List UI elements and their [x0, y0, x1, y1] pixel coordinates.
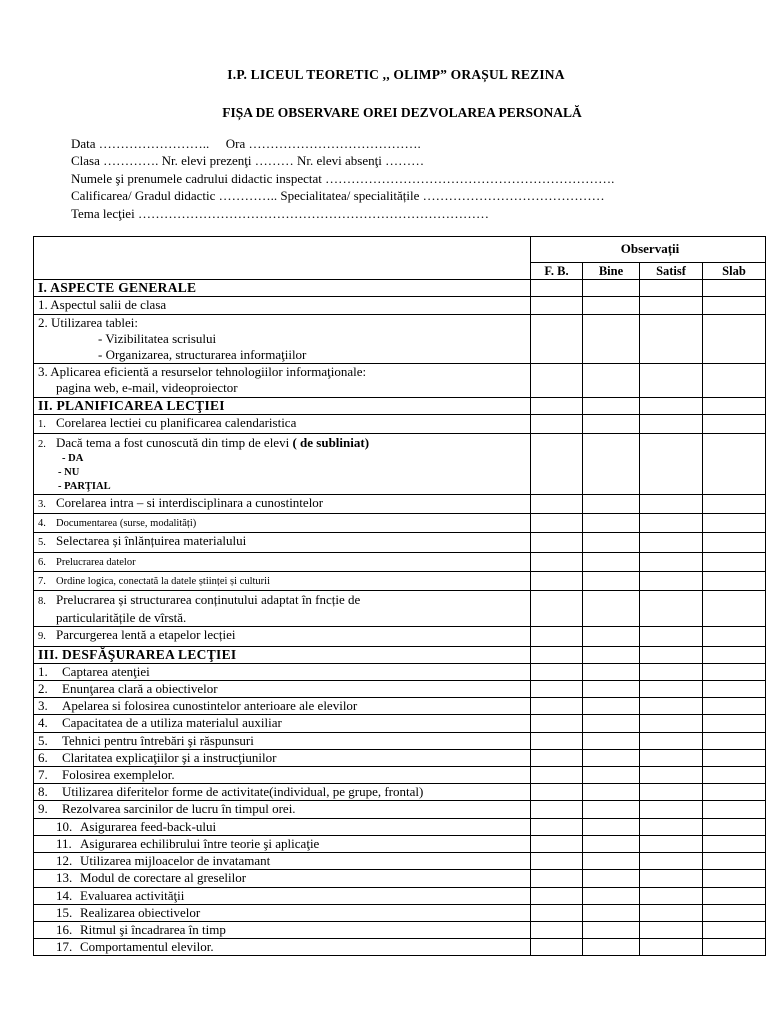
criterion-label: 6. Claritatea explicaţiilor şi a instrucţiunilor	[34, 749, 531, 766]
rating-cell[interactable]	[531, 887, 583, 904]
section-title: II. PLANIFICAREA LECŢIEI	[34, 397, 531, 414]
table-row	[34, 853, 766, 870]
criterion-label: 2. Dacă tema a fost cunoscută din timp de elevi ( de subliniat) - DA - NU - PARŢIAL	[34, 434, 531, 495]
rating-cell[interactable]	[703, 732, 766, 749]
rating-cell[interactable]	[703, 904, 766, 921]
criterion-label: 9. Parcurgerea lentă a etapelor lecției	[34, 627, 531, 646]
criterion-label: 10. Asigurarea feed-back-ului	[34, 818, 531, 835]
school-title: I.P. LICEUL TEORETIC ,, OLIMP” ORAȘUL REZINA	[227, 67, 565, 82]
rating-cell[interactable]	[703, 749, 766, 766]
rating-cell[interactable]	[583, 767, 640, 784]
observatii-header: Observații	[531, 237, 766, 263]
teacher-name-field[interactable]: Numele şi prenumele cadrului didactic inspectat ………………………………………………………….	[71, 170, 615, 186]
criterion-label: 4. Capacitatea de a utiliza materialul auxiliar	[34, 715, 531, 732]
table-row	[34, 870, 766, 887]
rating-cell[interactable]	[583, 818, 640, 835]
rating-cell[interactable]	[583, 870, 640, 887]
section-title: III. DESFĂŞURAREA LECŢIEI	[34, 646, 531, 663]
rating-cell[interactable]	[703, 663, 766, 680]
lesson-theme-field[interactable]: Tema lecţiei ………………………………………………………………………	[71, 205, 489, 221]
header-empty-cell	[34, 237, 531, 280]
rating-cell[interactable]	[640, 732, 703, 749]
rating-cell[interactable]	[583, 939, 640, 956]
rating-cell[interactable]	[531, 767, 583, 784]
rating-cell[interactable]	[583, 853, 640, 870]
rating-cell[interactable]	[531, 921, 583, 938]
rating-cell[interactable]	[640, 698, 703, 715]
table-row	[34, 698, 766, 715]
rating-cell[interactable]	[531, 870, 583, 887]
rating-cell[interactable]	[531, 698, 583, 715]
criterion-label: 2. Utilizarea tablei: - Vizibilitatea scrisului - Organizarea, structurarea informaţiilor	[34, 314, 531, 364]
rating-cell[interactable]	[531, 784, 583, 801]
criterion-label: 7. Ordine logica, conectată la datele științei și culturii	[34, 571, 531, 590]
lesson-info	[71, 135, 614, 222]
rating-cell[interactable]	[583, 921, 640, 938]
table-row	[34, 681, 766, 698]
rating-cell[interactable]	[583, 715, 640, 732]
rating-cell[interactable]	[640, 835, 703, 852]
rating-cell[interactable]	[640, 904, 703, 921]
criterion-label: 5. Selectarea și înlănțuirea materialului	[34, 533, 531, 552]
table-row	[34, 801, 766, 818]
table-row	[34, 514, 766, 533]
rating-cell[interactable]	[583, 681, 640, 698]
info-line-data-ora	[71, 135, 614, 152]
criterion-label: 16. Ritmul şi încadrarea în timp	[34, 921, 531, 938]
rating-cell[interactable]	[640, 715, 703, 732]
table-row	[34, 414, 766, 433]
table-row	[34, 663, 766, 680]
table-row	[34, 767, 766, 784]
rating-cell[interactable]	[640, 681, 703, 698]
underline-note: ( de subliniat)	[292, 435, 370, 451]
rating-cell[interactable]	[640, 784, 703, 801]
observation-table	[33, 236, 766, 956]
option-partial: - PARŢIAL	[58, 481, 111, 493]
rating-cell[interactable]	[640, 801, 703, 818]
ora-field[interactable]: Ora ………………………………….	[225, 136, 421, 151]
rating-cell[interactable]	[531, 835, 583, 852]
rating-cell[interactable]	[583, 663, 640, 680]
data-field[interactable]: Data ……………………..	[71, 136, 210, 151]
criterion-label: 7. Folosirea exemplelor.	[34, 767, 531, 784]
rating-cell[interactable]	[640, 921, 703, 938]
criterion-label: 12. Utilizarea mijloacelor de invatamant	[34, 853, 531, 870]
criterion-label: 1. Corelarea lectiei cu planificarea calendaristica	[34, 414, 531, 433]
table-row	[34, 552, 766, 571]
rating-cell[interactable]	[583, 904, 640, 921]
criterion-label: 3. Apelarea si folosirea cunostintelor anterioare ale elevilor	[34, 698, 531, 715]
rating-cell[interactable]	[531, 853, 583, 870]
table-row	[34, 495, 766, 514]
table-row	[34, 715, 766, 732]
criterion-label: 2. Enunţarea clară a obiectivelor	[34, 681, 531, 698]
table-row	[34, 818, 766, 835]
rating-cell[interactable]	[583, 835, 640, 852]
section-title: I. ASPECTE GENERALE	[34, 280, 531, 297]
table-row	[34, 314, 766, 364]
criterion-label: 15. Realizarea obiectivelor	[34, 904, 531, 921]
form-title: FIȘA DE OBSERVARE OREI DEZVOLAREA PERSONALĂ	[222, 105, 582, 120]
rating-cell[interactable]	[703, 767, 766, 784]
rating-cell[interactable]	[703, 818, 766, 835]
criterion-label: 13. Modul de corectare al greselilor	[34, 870, 531, 887]
rating-cell[interactable]	[703, 715, 766, 732]
rating-cell[interactable]	[703, 801, 766, 818]
rating-cell[interactable]	[531, 818, 583, 835]
section-desfasurarea-lectiei	[34, 646, 766, 663]
section-desfasurarea-items	[34, 663, 766, 955]
col-header-satisf: Satisf	[640, 263, 703, 280]
table-row	[34, 732, 766, 749]
criterion-label: 3. Aplicarea eficientă a resurselor tehnologiilor informaţionale: pagina web, e-mail, videoproiector	[34, 364, 531, 397]
rating-cell[interactable]	[531, 732, 583, 749]
rating-cell[interactable]	[703, 870, 766, 887]
rating-cell[interactable]	[640, 887, 703, 904]
criterion-label: 8. Utilizarea diferitelor forme de activitate(individual, pe grupe, frontal)	[34, 784, 531, 801]
col-header-fb: F. B.	[531, 263, 583, 280]
rating-cell[interactable]	[703, 887, 766, 904]
table-row	[34, 784, 766, 801]
col-header-bine: Bine	[583, 263, 640, 280]
rating-cell[interactable]	[703, 681, 766, 698]
section-aspecte-generale	[34, 280, 766, 297]
rating-cell[interactable]	[531, 904, 583, 921]
rating-cell[interactable]	[640, 870, 703, 887]
rating-cell[interactable]	[531, 801, 583, 818]
rating-cell[interactable]	[640, 818, 703, 835]
rating-cell[interactable]	[703, 784, 766, 801]
criterion-label: 11. Asigurarea echilibrului între teorie şi aplicaţie	[34, 835, 531, 852]
criterion-label: 14. Evaluarea activităţii	[34, 887, 531, 904]
table-row	[34, 627, 766, 646]
table-row	[34, 591, 766, 627]
rating-cell[interactable]	[703, 939, 766, 956]
table-row	[34, 835, 766, 852]
section-planificarea-lectiei	[34, 397, 766, 414]
criterion-label: 8. Prelucrarea și structurarea conținutului adaptat în fncție de particularitățile de vîrstă.	[34, 591, 531, 627]
table-row	[34, 434, 766, 495]
criterion-label: 1. Aspectul salii de clasa	[34, 297, 531, 314]
table-row	[34, 749, 766, 766]
table-row	[34, 533, 766, 552]
rating-cell[interactable]	[531, 681, 583, 698]
criterion-label: 4. Documentarea (surse, modalități)	[34, 514, 531, 533]
option-nu: - NU	[58, 467, 80, 479]
rating-cell[interactable]	[640, 939, 703, 956]
criterion-label: 3. Corelarea intra – si interdisciplinara a cunostintelor	[34, 495, 531, 514]
col-header-slab: Slab	[703, 263, 766, 280]
rating-cell[interactable]	[583, 887, 640, 904]
rating-cell[interactable]	[583, 784, 640, 801]
table-row	[34, 571, 766, 590]
criterion-label: 9. Rezolvarea sarcinilor de lucru în timpul orei.	[34, 801, 531, 818]
rating-cell[interactable]	[640, 749, 703, 766]
rating-cell[interactable]	[640, 767, 703, 784]
criterion-label: 6. Prelucrarea datelor	[34, 552, 531, 571]
table-row	[34, 904, 766, 921]
criterion-label: 1. Captarea atenţiei	[34, 663, 531, 680]
rating-cell[interactable]	[531, 715, 583, 732]
table-row	[34, 887, 766, 904]
rating-cell[interactable]	[583, 732, 640, 749]
table-row	[34, 364, 766, 397]
qualification-field[interactable]: Calificarea/ Gradul didactic ………….. Specialitatea/ specialitățile ……………………………………	[71, 188, 605, 204]
table-row	[34, 921, 766, 938]
rating-cell[interactable]	[531, 939, 583, 956]
clasa-field[interactable]: Clasa …………. Nr. elevi prezenţi ……… Nr. elevi absenţi ………	[71, 153, 425, 169]
rating-cell[interactable]	[703, 921, 766, 938]
rating-cell[interactable]	[531, 663, 583, 680]
rating-cell[interactable]	[703, 698, 766, 715]
criterion-label: 17. Comportamentul elevilor.	[34, 939, 531, 956]
criterion-label: 5. Tehnici pentru întrebări şi răspunsuri	[34, 732, 531, 749]
rating-cell[interactable]	[640, 853, 703, 870]
table-row	[34, 297, 766, 314]
rating-cell[interactable]	[531, 749, 583, 766]
rating-cell[interactable]	[640, 663, 703, 680]
rating-cell[interactable]	[583, 749, 640, 766]
option-da: - DA	[62, 453, 84, 465]
rating-cell[interactable]	[583, 698, 640, 715]
rating-cell[interactable]	[703, 853, 766, 870]
rating-cell[interactable]	[703, 835, 766, 852]
table-row	[34, 939, 766, 956]
rating-cell[interactable]	[583, 801, 640, 818]
